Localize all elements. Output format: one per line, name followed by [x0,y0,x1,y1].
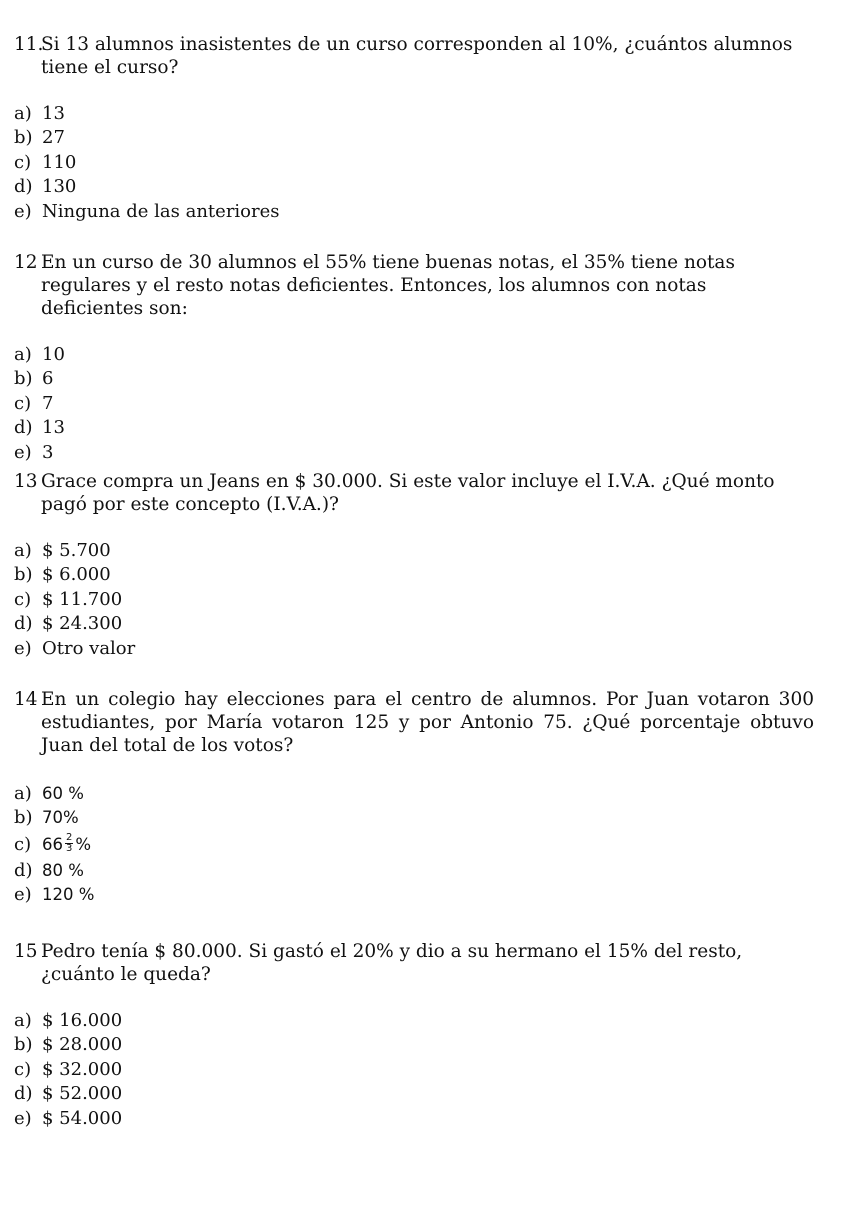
option-a[interactable]: a) 13 [14,103,65,124]
question-stem [14,940,814,986]
option-b[interactable]: b) 6 [14,368,54,390]
answer-options [14,343,814,465]
question-11 [14,33,814,224]
option-c[interactable]: c) 7 [14,392,54,414]
question-number: 13 [14,471,38,492]
question-13 [14,470,814,661]
option-c[interactable]: c) 110 [14,151,77,173]
question-stem [14,688,814,757]
question-text: En un curso de 30 alumnos el 55% tiene buenas notas, el 35% tiene notas regulares y el resto notas deficientes. Entonces, los alumnos con notas deficientes son: [41,252,735,319]
question-number: 14 [14,689,38,710]
question-stem [14,33,814,79]
option-a[interactable]: a) 60 % [14,783,84,804]
option-d[interactable]: d) 13 [14,417,65,439]
question-number: 15 [14,941,38,962]
option-d[interactable]: d) $ 52.000 [14,1083,123,1105]
question-text: En un colegio hay elecciones para el centro de alumnos. Por Juan votaron 300 estudiantes, por María votaron 125 y por Antonio 75. ¿Qué porcentaje obtuvo Juan del total de los votos? [41,689,814,756]
option-e[interactable]: e) Ninguna de las anteriores [14,200,280,222]
option-b[interactable]: b) 27 [14,127,65,149]
option-a[interactable]: a) 10 [14,344,65,365]
option-b[interactable]: b) $ 28.000 [14,1034,123,1056]
answer-options [14,539,814,661]
option-b[interactable]: b) 70% [14,807,79,829]
question-text: Grace compra un Jeans en $ 30.000. Si este valor incluye el I.V.A. ¿Qué monto pagó por este concepto (I.V.A.)? [41,471,775,515]
question-12 [14,251,814,465]
option-d[interactable]: d) 80 % [14,859,84,881]
option-e[interactable]: e) Otro valor [14,637,136,659]
answer-options [14,1009,814,1131]
answer-options [14,102,814,224]
question-text: Si 13 alumnos inasistentes de un curso corresponden al 10%, ¿cuántos alumnos tiene el curso? [41,34,793,78]
option-d[interactable]: d) 130 [14,176,77,198]
option-b[interactable]: b) $ 6.000 [14,564,111,586]
option-e[interactable]: e) $ 54.000 [14,1107,123,1129]
question-15 [14,940,814,1131]
answer-options [14,782,814,908]
option-a[interactable]: a) $ 16.000 [14,1010,123,1031]
question-number: 12 [14,252,38,273]
question-stem [14,470,814,516]
option-e[interactable]: e) 3 [14,441,54,463]
option-a[interactable]: a) $ 5.700 [14,540,111,561]
question-text: Pedro tenía $ 80.000. Si gastó el 20% y dio a su hermano el 15% del resto, ¿cuánto le queda? [41,941,743,985]
question-14 [14,688,814,908]
option-c[interactable]: c) $ 32.000 [14,1058,123,1080]
option-d[interactable]: d) $ 24.300 [14,613,123,635]
question-stem [14,251,814,320]
option-c[interactable]: c) 66 $\frac{2}{3}$ % [14,831,92,855]
fraction: $\frac{2}{3}$ [66,831,73,854]
question-number: 11. [14,34,44,55]
option-c[interactable]: c) $ 11.700 [14,588,123,610]
option-e[interactable]: e) 120 % [14,884,95,906]
mixed-number: 66 $\frac{2}{3}$ % [42,831,92,854]
